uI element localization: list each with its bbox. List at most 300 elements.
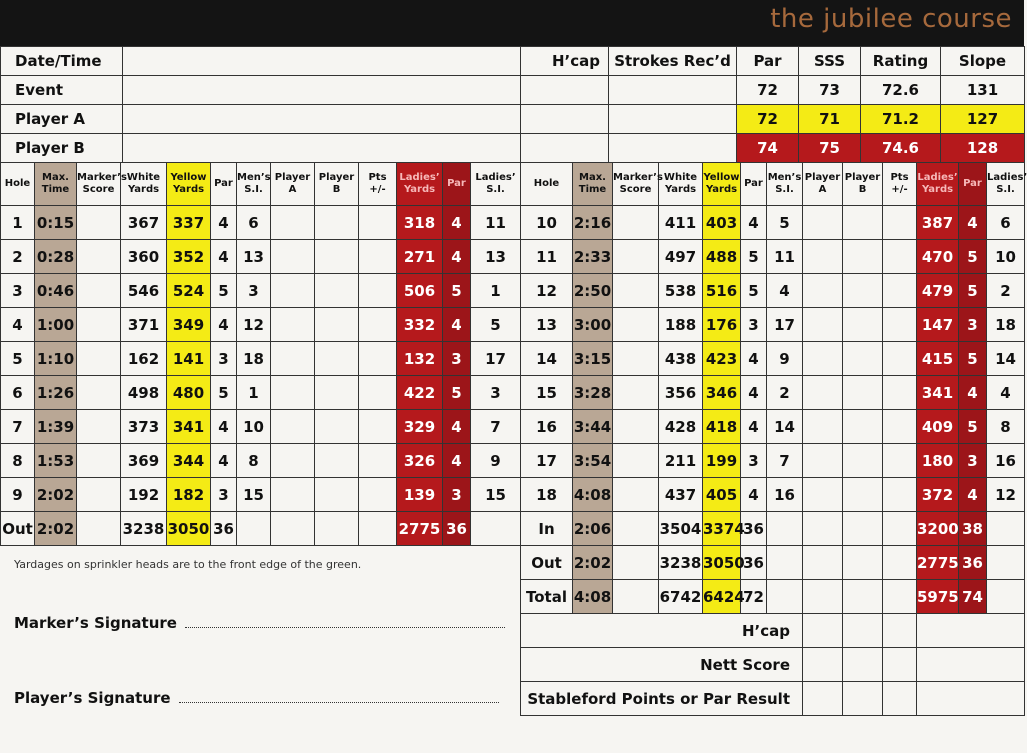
marker-score-input[interactable] bbox=[613, 274, 659, 308]
player-b-score-input[interactable] bbox=[843, 410, 883, 444]
pts-total-input[interactable] bbox=[883, 512, 917, 546]
par-label: Par bbox=[737, 47, 799, 76]
yellow-sss: 71 bbox=[799, 105, 861, 134]
pts-input[interactable] bbox=[883, 376, 917, 410]
total-time: 2:02 bbox=[35, 512, 77, 546]
par: 5 bbox=[211, 376, 237, 410]
yellow-yards-col-header: Yellow Yards bbox=[167, 163, 211, 206]
ladies-yards: 318 bbox=[397, 206, 443, 240]
ladies-par: 5 bbox=[443, 274, 471, 308]
hole-col-header: Hole bbox=[1, 163, 35, 206]
ladies-par-col-header: Par bbox=[959, 163, 987, 206]
yellow-yards: 337 bbox=[167, 206, 211, 240]
yellow-yards: 423 bbox=[703, 342, 741, 376]
player-a-score-input[interactable] bbox=[803, 478, 843, 512]
player-a-label: Player A bbox=[1, 105, 123, 134]
ladies-si: 10 bbox=[987, 240, 1025, 274]
hole-number: 5 bbox=[1, 342, 35, 376]
top-banner bbox=[0, 0, 1024, 46]
stableford-player-b-input[interactable] bbox=[843, 682, 883, 716]
hole-number: 17 bbox=[521, 444, 573, 478]
pts-total-input[interactable] bbox=[883, 580, 917, 614]
mens-si: 5 bbox=[767, 206, 803, 240]
ladies-si: 15 bbox=[471, 478, 521, 512]
total-label: Total bbox=[521, 580, 573, 614]
marker-score-input[interactable] bbox=[77, 376, 121, 410]
ladies-yards-col-header: Ladies’ Yards bbox=[917, 163, 959, 206]
pts-total-input[interactable] bbox=[883, 546, 917, 580]
par: 4 bbox=[741, 206, 767, 240]
player-b-score-input[interactable] bbox=[315, 206, 359, 240]
ladies-yards: 341 bbox=[917, 376, 959, 410]
marker-score-input[interactable] bbox=[613, 376, 659, 410]
total-yellow-yards: 3374 bbox=[703, 512, 741, 546]
pts-input[interactable] bbox=[883, 410, 917, 444]
par: 3 bbox=[211, 478, 237, 512]
player-a-score-input[interactable] bbox=[271, 206, 315, 240]
yellow-yards-col-header: Yellow Yards bbox=[703, 163, 741, 206]
hole-number: 1 bbox=[1, 206, 35, 240]
total-time: 2:02 bbox=[573, 546, 613, 580]
nett-score-label: Nett Score bbox=[521, 648, 803, 682]
player-a-col-header: Player A bbox=[271, 163, 315, 206]
pts-input[interactable] bbox=[359, 342, 397, 376]
pts-input[interactable] bbox=[359, 376, 397, 410]
white-par: 72 bbox=[737, 76, 799, 105]
pts-input[interactable] bbox=[359, 444, 397, 478]
player-a-score-input[interactable] bbox=[803, 342, 843, 376]
player-a-score-input[interactable] bbox=[803, 206, 843, 240]
ladies-par: 5 bbox=[959, 274, 987, 308]
mens-si: 9 bbox=[767, 342, 803, 376]
yardage-note: Yardages on sprinkler heads are to the front edge of the green. bbox=[14, 558, 362, 571]
total-white-yards: 3238 bbox=[659, 546, 703, 580]
white-rating: 72.6 bbox=[861, 76, 941, 105]
sss-label: SSS bbox=[799, 47, 861, 76]
yellow-yards: 352 bbox=[167, 240, 211, 274]
ladies-par: 3 bbox=[443, 342, 471, 376]
yellow-yards: 480 bbox=[167, 376, 211, 410]
ladies-si: 4 bbox=[987, 376, 1025, 410]
player-a-score-input[interactable] bbox=[803, 410, 843, 444]
hole-number: 4 bbox=[1, 308, 35, 342]
ladies-yards: 506 bbox=[397, 274, 443, 308]
nett-score-player-a-input[interactable] bbox=[803, 648, 843, 682]
column-header-row bbox=[1, 163, 521, 206]
pts-total-input[interactable] bbox=[359, 512, 397, 546]
par: 5 bbox=[741, 274, 767, 308]
ladies-par: 3 bbox=[443, 478, 471, 512]
marker-score-input[interactable] bbox=[77, 308, 121, 342]
slope-label: Slope bbox=[941, 47, 1025, 76]
par-col-header: Par bbox=[741, 163, 767, 206]
player-a-score-input[interactable] bbox=[271, 308, 315, 342]
player-a-score-input[interactable] bbox=[803, 308, 843, 342]
max-time: 4:08 bbox=[573, 478, 613, 512]
ladies-si: 9 bbox=[471, 444, 521, 478]
total-row bbox=[521, 512, 1025, 546]
ladies-yards: 271 bbox=[397, 240, 443, 274]
marker-total-input[interactable] bbox=[77, 512, 121, 546]
back-nine-table bbox=[520, 162, 1025, 716]
marker-score-col-header: Marker’s Score bbox=[613, 163, 659, 206]
total-white-yards: 3238 bbox=[121, 512, 167, 546]
player-b-score-input[interactable] bbox=[843, 478, 883, 512]
ladies-yards: 372 bbox=[917, 478, 959, 512]
hole-row bbox=[521, 308, 1025, 342]
player-b-field[interactable] bbox=[123, 134, 521, 163]
ladies-yards-col-header: Ladies’ Yards bbox=[397, 163, 443, 206]
marker-score-input[interactable] bbox=[613, 478, 659, 512]
player-b-total-input[interactable] bbox=[315, 512, 359, 546]
hole-number: 6 bbox=[1, 376, 35, 410]
total-ladies-si bbox=[987, 580, 1025, 614]
pts-input[interactable] bbox=[359, 410, 397, 444]
marker-score-input[interactable] bbox=[613, 342, 659, 376]
ladies-par: 4 bbox=[959, 206, 987, 240]
yellow-yards: 182 bbox=[167, 478, 211, 512]
hole-row bbox=[1, 206, 521, 240]
hcap-field[interactable] bbox=[521, 76, 609, 105]
max-time: 3:28 bbox=[573, 376, 613, 410]
yellow-yards: 524 bbox=[167, 274, 211, 308]
yellow-yards: 418 bbox=[703, 410, 741, 444]
mens-si: 12 bbox=[237, 308, 271, 342]
white-yards: 369 bbox=[121, 444, 167, 478]
player-a-total-input[interactable] bbox=[803, 546, 843, 580]
ladies-par: 4 bbox=[443, 240, 471, 274]
hole-number: 15 bbox=[521, 376, 573, 410]
par-col-header: Par bbox=[211, 163, 237, 206]
ladies-yards: 139 bbox=[397, 478, 443, 512]
mens-si: 7 bbox=[767, 444, 803, 478]
total-label: Out bbox=[1, 512, 35, 546]
player-b-score-input[interactable] bbox=[843, 206, 883, 240]
player-a-score-input[interactable] bbox=[271, 444, 315, 478]
white-yards: 162 bbox=[121, 342, 167, 376]
hcap-row bbox=[521, 614, 1025, 648]
pts-col-header: Pts +/- bbox=[359, 163, 397, 206]
total-ladies-yards: 2775 bbox=[397, 512, 443, 546]
total-par: 36 bbox=[741, 512, 767, 546]
par: 5 bbox=[211, 274, 237, 308]
player-a-strokes-field[interactable] bbox=[609, 105, 737, 134]
player-a-score-input[interactable] bbox=[271, 376, 315, 410]
total-ladies-par: 38 bbox=[959, 512, 987, 546]
total-row bbox=[521, 580, 1025, 614]
date-time-label: Date/Time bbox=[1, 47, 123, 76]
marker-score-input[interactable] bbox=[613, 308, 659, 342]
par: 3 bbox=[211, 342, 237, 376]
max-time-col-header: Max. Time bbox=[573, 163, 613, 206]
marker-total-input[interactable] bbox=[613, 512, 659, 546]
hole-row bbox=[521, 274, 1025, 308]
yellow-rating: 71.2 bbox=[861, 105, 941, 134]
marker-score-input[interactable] bbox=[77, 342, 121, 376]
marker-score-input[interactable] bbox=[77, 240, 121, 274]
strokes-field[interactable] bbox=[609, 76, 737, 105]
markers-signature-line[interactable] bbox=[185, 615, 505, 628]
player-b-score-input[interactable] bbox=[843, 274, 883, 308]
yellow-yards: 141 bbox=[167, 342, 211, 376]
marker-total-input[interactable] bbox=[613, 546, 659, 580]
pts-input[interactable] bbox=[883, 342, 917, 376]
player-b-total-input[interactable] bbox=[843, 580, 883, 614]
hole-number: 2 bbox=[1, 240, 35, 274]
player-a-score-input[interactable] bbox=[803, 376, 843, 410]
white-yards: 428 bbox=[659, 410, 703, 444]
player-a-field[interactable] bbox=[123, 105, 521, 134]
hole-number: 12 bbox=[521, 274, 573, 308]
pts-input[interactable] bbox=[883, 206, 917, 240]
player-a-score-input[interactable] bbox=[271, 410, 315, 444]
marker-score-input[interactable] bbox=[613, 206, 659, 240]
pts-input[interactable] bbox=[883, 478, 917, 512]
max-time: 1:00 bbox=[35, 308, 77, 342]
hole-row bbox=[1, 342, 521, 376]
player-a-score-input[interactable] bbox=[271, 240, 315, 274]
player-b-score-input[interactable] bbox=[843, 444, 883, 478]
mens-si: 11 bbox=[767, 240, 803, 274]
nett-score-player-b-input[interactable] bbox=[843, 648, 883, 682]
date-time-field[interactable] bbox=[123, 47, 521, 76]
pts-input[interactable] bbox=[359, 240, 397, 274]
white-yards-col-header: White Yards bbox=[659, 163, 703, 206]
hole-row bbox=[521, 410, 1025, 444]
ladies-si-col-header: Ladies’ S.I. bbox=[471, 163, 521, 206]
white-yards: 498 bbox=[121, 376, 167, 410]
hole-row bbox=[1, 376, 521, 410]
pts-input[interactable] bbox=[359, 206, 397, 240]
pts-input[interactable] bbox=[359, 478, 397, 512]
yellow-yards: 349 bbox=[167, 308, 211, 342]
hole-number: 13 bbox=[521, 308, 573, 342]
par: 4 bbox=[741, 478, 767, 512]
front-nine-table bbox=[0, 162, 521, 546]
white-yards: 437 bbox=[659, 478, 703, 512]
player-b-total-input[interactable] bbox=[843, 546, 883, 580]
ladies-yards: 326 bbox=[397, 444, 443, 478]
player-b-score-input[interactable] bbox=[843, 240, 883, 274]
pts-input[interactable] bbox=[359, 308, 397, 342]
ladies-par: 3 bbox=[959, 444, 987, 478]
ladies-par: 4 bbox=[443, 444, 471, 478]
white-yards: 192 bbox=[121, 478, 167, 512]
total-par: 72 bbox=[741, 580, 767, 614]
total-ladies-si bbox=[987, 546, 1025, 580]
player-b-hcap-field[interactable] bbox=[521, 134, 609, 163]
mens-si: 15 bbox=[237, 478, 271, 512]
ladies-si: 12 bbox=[987, 478, 1025, 512]
player-a-total-input[interactable] bbox=[271, 512, 315, 546]
ladies-si: 14 bbox=[987, 342, 1025, 376]
white-yards: 497 bbox=[659, 240, 703, 274]
player-a-score-input[interactable] bbox=[271, 342, 315, 376]
hole-row bbox=[521, 342, 1025, 376]
hole-row bbox=[521, 478, 1025, 512]
hole-number: 18 bbox=[521, 478, 573, 512]
player-b-score-input[interactable] bbox=[315, 308, 359, 342]
max-time: 2:33 bbox=[573, 240, 613, 274]
marker-score-input[interactable] bbox=[77, 478, 121, 512]
event-field[interactable] bbox=[123, 76, 521, 105]
max-time: 2:50 bbox=[573, 274, 613, 308]
yellow-yards: 403 bbox=[703, 206, 741, 240]
hole-number: 3 bbox=[1, 274, 35, 308]
ladies-si: 3 bbox=[471, 376, 521, 410]
players-signature-row bbox=[14, 689, 499, 707]
yellow-yards: 344 bbox=[167, 444, 211, 478]
white-yards: 356 bbox=[659, 376, 703, 410]
player-b-score-input[interactable] bbox=[315, 240, 359, 274]
player-b-score-input[interactable] bbox=[315, 444, 359, 478]
hcap-pts-input[interactable] bbox=[883, 614, 917, 648]
white-yards: 360 bbox=[121, 240, 167, 274]
ladies-si: 18 bbox=[987, 308, 1025, 342]
player-a-score-input[interactable] bbox=[803, 274, 843, 308]
player-b-col-header: Player B bbox=[315, 163, 359, 206]
mens-si: 3 bbox=[237, 274, 271, 308]
par: 4 bbox=[741, 410, 767, 444]
hole-row bbox=[1, 308, 521, 342]
total-label: Out bbox=[521, 546, 573, 580]
hole-col-header: Hole bbox=[521, 163, 573, 206]
mens-si-col-header: Men’s S.I. bbox=[237, 163, 271, 206]
max-time-col-header: Max. Time bbox=[35, 163, 77, 206]
white-yards: 373 bbox=[121, 410, 167, 444]
pts-input[interactable] bbox=[883, 444, 917, 478]
marker-score-input[interactable] bbox=[77, 444, 121, 478]
marker-total-input[interactable] bbox=[613, 580, 659, 614]
player-a-total-input[interactable] bbox=[803, 580, 843, 614]
mens-si: 17 bbox=[767, 308, 803, 342]
par: 4 bbox=[211, 206, 237, 240]
stableford-player-a-input[interactable] bbox=[803, 682, 843, 716]
stableford-row bbox=[521, 682, 1025, 716]
total-ladies-par: 36 bbox=[959, 546, 987, 580]
player-b-score-input[interactable] bbox=[843, 342, 883, 376]
nett-score-pts-input[interactable] bbox=[883, 648, 917, 682]
ladies-si: 16 bbox=[987, 444, 1025, 478]
par: 4 bbox=[211, 240, 237, 274]
ladies-si: 8 bbox=[987, 410, 1025, 444]
max-time: 3:54 bbox=[573, 444, 613, 478]
marker-score-input[interactable] bbox=[77, 274, 121, 308]
total-par: 36 bbox=[741, 546, 767, 580]
max-time: 0:28 bbox=[35, 240, 77, 274]
players-signature-line[interactable] bbox=[179, 690, 499, 703]
event-label: Event bbox=[1, 76, 123, 105]
total-ladies-par: 74 bbox=[959, 580, 987, 614]
white-slope: 131 bbox=[941, 76, 1025, 105]
hcap-player-b-input[interactable] bbox=[843, 614, 883, 648]
hole-number: 11 bbox=[521, 240, 573, 274]
player-b-score-input[interactable] bbox=[315, 376, 359, 410]
hcap-spacer bbox=[917, 614, 1025, 648]
player-b-total-input[interactable] bbox=[843, 512, 883, 546]
player-a-hcap-field[interactable] bbox=[521, 105, 609, 134]
mens-si: 2 bbox=[767, 376, 803, 410]
max-time: 3:00 bbox=[573, 308, 613, 342]
ladies-par: 4 bbox=[959, 376, 987, 410]
hcap-player-a-input[interactable] bbox=[803, 614, 843, 648]
total-mens-si bbox=[767, 546, 803, 580]
yellow-yards: 405 bbox=[703, 478, 741, 512]
player-b-score-input[interactable] bbox=[315, 410, 359, 444]
max-time: 1:10 bbox=[35, 342, 77, 376]
ladies-par: 5 bbox=[959, 240, 987, 274]
player-a-total-input[interactable] bbox=[803, 512, 843, 546]
player-a-score-input[interactable] bbox=[803, 240, 843, 274]
white-yards: 367 bbox=[121, 206, 167, 240]
hole-number: 9 bbox=[1, 478, 35, 512]
player-a-score-input[interactable] bbox=[271, 274, 315, 308]
total-label: In bbox=[521, 512, 573, 546]
max-time: 2:02 bbox=[35, 478, 77, 512]
player-a-score-input[interactable] bbox=[271, 478, 315, 512]
hole-row bbox=[1, 410, 521, 444]
ladies-yards: 147 bbox=[917, 308, 959, 342]
hole-number: 14 bbox=[521, 342, 573, 376]
hole-row bbox=[521, 376, 1025, 410]
yellow-yards: 341 bbox=[167, 410, 211, 444]
stableford-pts-input[interactable] bbox=[883, 682, 917, 716]
red-par: 74 bbox=[737, 134, 799, 163]
pts-col-header: Pts +/- bbox=[883, 163, 917, 206]
mens-si: 6 bbox=[237, 206, 271, 240]
total-ladies-yards: 2775 bbox=[917, 546, 959, 580]
yellow-yards: 488 bbox=[703, 240, 741, 274]
ladies-si: 17 bbox=[471, 342, 521, 376]
player-b-score-input[interactable] bbox=[843, 376, 883, 410]
total-mens-si bbox=[767, 580, 803, 614]
player-b-score-input[interactable] bbox=[315, 342, 359, 376]
hole-row bbox=[1, 274, 521, 308]
pts-input[interactable] bbox=[359, 274, 397, 308]
player-a-score-input[interactable] bbox=[803, 444, 843, 478]
marker-score-input[interactable] bbox=[613, 240, 659, 274]
mens-si: 10 bbox=[237, 410, 271, 444]
ladies-yards: 132 bbox=[397, 342, 443, 376]
marker-score-input[interactable] bbox=[77, 206, 121, 240]
yellow-yards: 346 bbox=[703, 376, 741, 410]
marker-score-input[interactable] bbox=[613, 410, 659, 444]
total-row bbox=[1, 512, 521, 546]
player-b-score-input[interactable] bbox=[315, 478, 359, 512]
hole-number: 16 bbox=[521, 410, 573, 444]
marker-score-col-header: Marker’s Score bbox=[77, 163, 121, 206]
max-time: 2:16 bbox=[573, 206, 613, 240]
total-mens-si bbox=[767, 512, 803, 546]
par: 3 bbox=[741, 308, 767, 342]
ladies-par: 4 bbox=[443, 308, 471, 342]
total-yellow-yards: 3050 bbox=[703, 546, 741, 580]
marker-score-input[interactable] bbox=[77, 410, 121, 444]
header-table bbox=[0, 46, 1025, 163]
pts-input[interactable] bbox=[883, 274, 917, 308]
markers-signature-label: Marker’s Signature bbox=[14, 614, 177, 632]
total-ladies-yards: 3200 bbox=[917, 512, 959, 546]
max-time: 1:26 bbox=[35, 376, 77, 410]
pts-input[interactable] bbox=[883, 240, 917, 274]
total-ladies-si bbox=[471, 512, 521, 546]
player-b-score-input[interactable] bbox=[843, 308, 883, 342]
player-b-score-input[interactable] bbox=[315, 274, 359, 308]
marker-score-input[interactable] bbox=[613, 444, 659, 478]
player-b-strokes-field[interactable] bbox=[609, 134, 737, 163]
pts-input[interactable] bbox=[883, 308, 917, 342]
ladies-par-col-header: Par bbox=[443, 163, 471, 206]
